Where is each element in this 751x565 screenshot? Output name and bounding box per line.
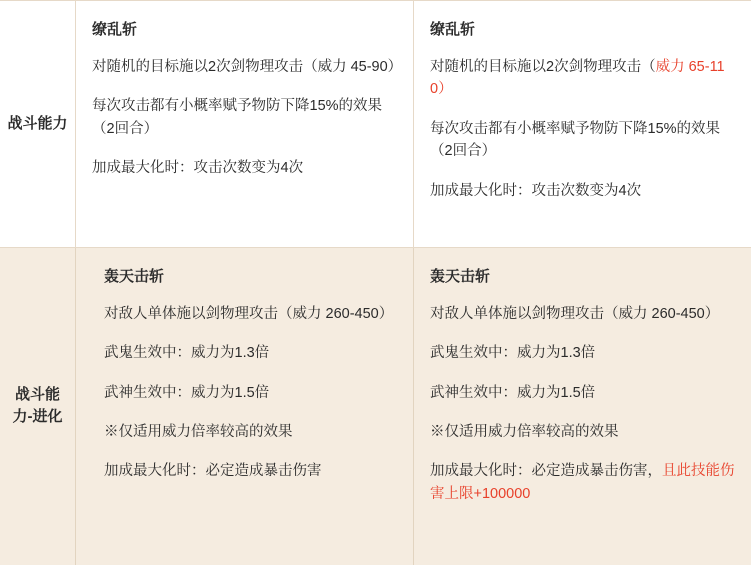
skill-text: 武鬼生效中：威力为1.3倍 (104, 345, 270, 362)
table-row (0, 1, 751, 248)
skill-description-line (92, 303, 397, 325)
skill-name-after: 轰天击斩 (430, 267, 491, 285)
skill-text: 武鬼生效中：威力为1.3倍 (430, 345, 596, 362)
skill-name-before: 缭乱斩 (92, 21, 138, 38)
skill-text: 武神生效中：威力为1.5倍 (430, 384, 596, 401)
skill-text-highlight: 威力 65-110） (430, 59, 725, 98)
table-row (0, 248, 751, 565)
skill-after-cell (414, 248, 751, 565)
skill-description-line (92, 157, 397, 179)
skill-name-before: 轰天击斩 (104, 267, 165, 285)
skill-text: 对随机的目标施以2次剑物理攻击（威力 45-90） (92, 59, 403, 75)
skill-description-line (430, 342, 735, 364)
skill-text: 对敌人单体施以剑物理攻击（威力 260-450） (430, 305, 720, 322)
skill-text: 每次攻击都有小概率赋予物防下降15%的效果（2回合） (430, 120, 721, 160)
skill-description-line (430, 56, 735, 101)
skill-description-line (430, 180, 735, 202)
skill-description-line (92, 421, 397, 443)
skill-description-line (92, 382, 397, 404)
skill-text: 对敌人单体施以剑物理攻击（威力 260-450） (104, 305, 394, 322)
skill-description-line (430, 421, 735, 443)
skill-text: 加成最大化时：必定造成暴击伤害 (104, 463, 322, 480)
row-label-combat-ability: 战斗能力 (0, 1, 76, 247)
skill-description-line (92, 95, 397, 140)
skill-description-line (92, 56, 403, 78)
skill-description-line (92, 460, 397, 482)
skill-text: ※仅适用威力倍率较高的效果 (430, 423, 619, 440)
skill-text-highlight: 且此技能伤害上限+100000 (430, 463, 735, 502)
skill-description-line (430, 118, 735, 163)
skill-name-after: 缭乱斩 (430, 21, 476, 38)
skill-text: 对随机的目标施以2次剑物理攻击（ (430, 59, 656, 75)
skill-text: 加成最大化时：必定造成暴击伤害， (430, 463, 662, 480)
skill-before-cell (76, 248, 414, 565)
row-label-combat-ability-evolution: 战斗能力-进化 (0, 248, 76, 565)
skill-before-cell (76, 1, 414, 247)
skill-description-line (430, 382, 735, 404)
skill-description-line (430, 460, 735, 505)
skill-after-cell (414, 1, 751, 247)
skill-description-line (430, 303, 735, 325)
skill-text: ※仅适用威力倍率较高的效果 (104, 423, 293, 440)
skill-text: 武神生效中：威力为1.5倍 (104, 384, 270, 401)
skill-description-line (92, 342, 397, 364)
skill-text: 加成最大化时：攻击次数变为4次 (430, 182, 642, 199)
skill-text: 每次攻击都有小概率赋予物防下降15%的效果（2回合） (92, 98, 383, 137)
skill-text: 加成最大化时：攻击次数变为4次 (92, 160, 304, 177)
